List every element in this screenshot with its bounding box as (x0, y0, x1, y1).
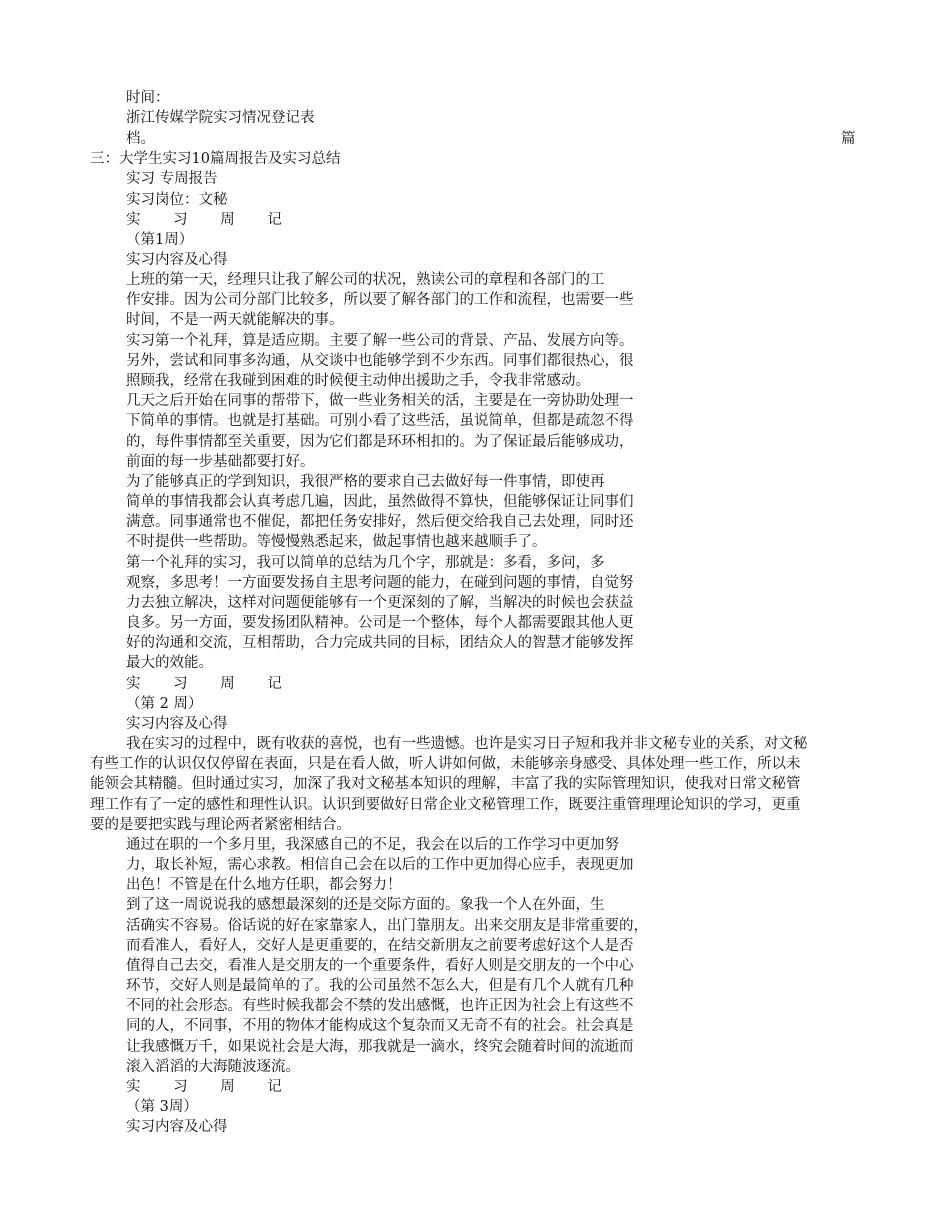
text-line: 良多。另一方面，要发扬团队精神。公司是一个整体，每个人都需要跟其他人更 (126, 615, 634, 631)
text-line: 满意。同事通常也不催促，都把任务安排好，然后便交给我自己去处理，同时还 (126, 514, 634, 530)
text-line: 实习 专周报告 (126, 171, 218, 187)
text-line: 同的人，不同事，不用的物体才能构成这个复杂而又无奇不有的社会。社会真是 (126, 1018, 634, 1034)
text-line: 出色！不管是在什么地方任职，都会努力！ (126, 877, 402, 893)
text-line: 到了这一周说说我的感想最深刻的还是交际方面的。象我一个人在外面，生 (126, 897, 605, 913)
text-line: 不时提供一些帮助。等慢慢熟悉起来，做起事情也越来越顺手了。 (126, 534, 547, 550)
text-line: 观察，多思考！一方面要发扬自主思考问题的能力，在碰到问题的事情，自觉努 (126, 575, 634, 591)
text-line: 环节，交好人则是最简单的了。我的公司虽然不怎么大，但是有几个人就有几种 (126, 978, 634, 994)
text-line: 档。 (126, 131, 155, 147)
text-line: 实 习 周 记 (126, 212, 296, 228)
text-line: 通过在职的一个多月里，我深感自己的不足，我会在以后的工作学习中更加努 (126, 837, 619, 853)
text-line: 实习内容及心得 (126, 252, 228, 268)
text-line: 值得自己去交，看准人是交朋友的一个重要条件，看好人则是交朋友的一个中心 (126, 958, 634, 974)
text-line: 上班的第一天，经理只让我了解公司的状况，熟读公司的章程和各部门的工 (126, 272, 605, 288)
text-line: 几天之后开始在同事的帮带下，做一些业务相关的活，主要是在一旁协助处理一 (126, 393, 634, 409)
text-line: 最大的效能。 (126, 655, 213, 671)
text-line: 活确实不容易。俗话说的好在家靠家人，出门靠朋友。出来交朋友是非常重要的， (126, 918, 648, 934)
text-line: 好的沟通和交流，互相帮助，合力完成共同的目标，团结众人的智慧才能够发挥 (126, 635, 634, 651)
text-line: 理工作有了一定的感性和理性认识。认识到要做好日常企业文秘管理工作，既要注重管理理论知识的学习，更重 (90, 797, 801, 813)
text-line: 简单的事情我都会认真考虑几遍，因此，虽然做得不算快，但能够保证让同事们 (126, 494, 634, 510)
text-line: 实习内容及心得 (126, 716, 228, 732)
text-line: 时间： (126, 90, 170, 106)
text-line: （第 2 周） (126, 696, 203, 712)
text-line: 三：大学生实习10篇周报告及实习总结 (90, 151, 341, 167)
text-line: 第一个礼拜的实习，我可以简单的总结为几个字，那就是：多看，多问，多 (126, 555, 605, 571)
text-line: 有些工作的认识仅仅停留在表面，只是在看人做，听人讲如何做，未能够亲身感受、具体处理一些工作，所以未 (90, 756, 801, 772)
text-line: 实习内容及心得 (126, 1119, 228, 1135)
text-line: 我在实习的过程中，既有收获的喜悦，也有一些遗憾。也许是实习日子短和我并非文秘专业的关系，对文秘 (126, 736, 808, 752)
text-line: 实习第一个礼拜，算是适应期。主要了解一些公司的背景、产品、发展方向等。 (126, 333, 634, 349)
text-line: 另外，尝试和同事多沟通，从交谈中也能够学到不少东西。同事们都很热心，很 (126, 353, 634, 369)
text-line: （第 3周） (126, 1099, 198, 1115)
text-line: 滚入滔滔的大海随波逐流。 (126, 1059, 300, 1075)
text-line: 不同的社会形态。有些时候我都会不禁的发出感慨，也许正因为社会上有这些不 (126, 998, 634, 1014)
text-line: 力去独立解决，这样对问题便能够有一个更深刻的了解，当解决的时候也会获益 (126, 595, 634, 611)
text-line: 前面的每一步基础都要打好。 (126, 454, 315, 470)
text-line: 让我感慨万千，如果说社会是大海，那我就是一滴水，终究会随着时间的流逝而 (126, 1039, 634, 1055)
text-line: 实 习 周 记 (126, 676, 296, 692)
text-line: 要的是要把实践与理论两者紧密相结合。 (90, 817, 351, 833)
text-line: 能领会其精髓。但时通过实习，加深了我对文秘基本知识的理解，丰富了我的实际管理知识，使我对日常文秘管 (90, 776, 801, 792)
text-line: 为了能够真正的学到知识，我很严格的要求自己去做好每一件事情，即使再 (126, 474, 605, 490)
text-line: （第1周） (126, 232, 194, 248)
text-line: 时间，不是一两天就能解决的事。 (126, 312, 344, 328)
text-line: 下简单的事情。也就是打基础。可别小看了这些活，虽说简单，但都是疏忽不得 (126, 413, 634, 429)
text-line: 实 习 周 记 (126, 1079, 296, 1095)
text-line: 实习岗位：文秘 (126, 192, 228, 208)
text-line: 作安排。因为公司分部门比较多，所以要了解各部门的工作和流程，也需要一些 (126, 292, 634, 308)
text-line: 而看准人，看好人，交好人是更重要的，在结交新朋友之前要考虑好这个人是否 (126, 938, 634, 954)
text-line: 照顾我，经常在我碰到困难的时候便主动伸出援助之手，令我非常感动。 (126, 373, 590, 389)
side-mark: 篇 (841, 131, 856, 147)
text-line: 的，每件事情都至关重要，因为它们都是环环相扣的。为了保证最后能够成功， (126, 434, 634, 450)
text-line: 浙江传媒学院实习情况登记表 (126, 110, 315, 126)
text-line: 力，取长补短，需心求教。相信自己会在以后的工作中更加得心应手，表现更加 (126, 857, 634, 873)
